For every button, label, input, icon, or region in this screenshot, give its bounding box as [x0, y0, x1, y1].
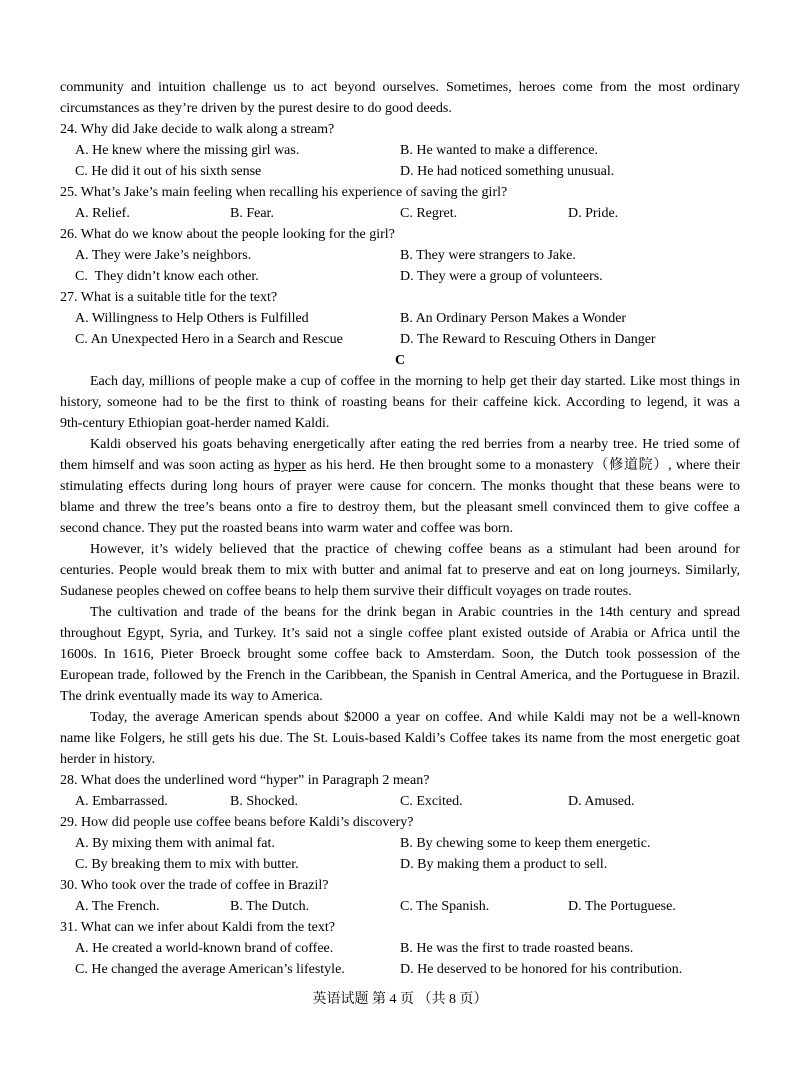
option-d: D. Amused. — [568, 794, 635, 809]
paragraph-line: stimulating effects during long hours of prayer were cause for concern. The monks thought that these beans were to — [60, 479, 740, 494]
question-25 — [60, 182, 740, 224]
paragraph-5 — [60, 707, 740, 770]
paragraph-line: The drink eventually made its way to America. — [60, 689, 323, 704]
question-stem: 25. What’s Jake’s main feeling when recalling his experience of saving the girl? — [60, 185, 508, 200]
option-c: C. Excited. — [400, 794, 463, 809]
question-stem: 29. How did people use coffee beans before Kaldi’s discovery? — [60, 815, 414, 830]
option-row — [60, 791, 740, 812]
paragraph-line — [60, 455, 740, 476]
question-26 — [60, 224, 740, 287]
option-c: C. He changed the average American’s lifestyle. — [75, 962, 345, 977]
option-a: A. Embarrassed. — [75, 794, 168, 809]
option-a: A. Willingness to Help Others is Fulfilled — [75, 311, 309, 326]
question-28 — [60, 770, 740, 812]
paragraph-line: 9th-century Ethiopian goat-herder named Kaldi. — [60, 416, 330, 431]
option-b: B. Shocked. — [230, 794, 299, 809]
question-stem: 27. What is a suitable title for the text? — [60, 290, 278, 305]
option-row — [60, 140, 740, 161]
paragraph-line: name like Folgers, he still gets his due. The St. Louis-based Kaldi’s Coffee takes its name from the most energetic goat — [60, 731, 740, 746]
line-text: them himself and was soon acting as — [60, 458, 275, 473]
option-row — [60, 329, 740, 350]
question-stem: 30. Who took over the trade of coffee in Brazil? — [60, 878, 329, 893]
question-stem: 28. What does the underlined word “hyper” in Paragraph 2 mean? — [60, 773, 430, 788]
option-c: C. Regret. — [400, 206, 458, 221]
option-c: C. He did it out of his sixth sense — [75, 164, 262, 179]
question-24 — [60, 119, 740, 182]
option-row — [60, 203, 740, 224]
option-row — [60, 161, 740, 182]
question-29 — [60, 812, 740, 875]
paragraph-line: Sudanese peoples chewed on coffee beans to help them survive their difficult voyages on trade routes. — [60, 584, 632, 599]
page-footer: 英语试题 第 4 页 （共 8 页） — [312, 992, 488, 1007]
option-a: A. Relief. — [75, 206, 130, 221]
option-d: D. He had noticed something unusual. — [400, 164, 615, 179]
question-stem: 26. What do we know about the people looking for the girl? — [60, 227, 395, 242]
paragraph-line: herder in history. — [60, 752, 156, 767]
option-b: B. He was the first to trade roasted beans. — [400, 941, 634, 956]
paragraph-line: European trade, followed by the French in the Caribbean, the Spanish in Central America, and the Portuguese in Brazil. — [60, 668, 740, 683]
option-c: C. By breaking them to mix with butter. — [75, 857, 299, 872]
option-c: C. The Spanish. — [400, 899, 490, 914]
question-30 — [60, 875, 740, 917]
paragraph-line: However, it’s widely believed that the practice of chewing coffee beans as a stimulant had been around for — [90, 542, 740, 557]
paragraph-1 — [60, 371, 740, 434]
option-row — [60, 308, 740, 329]
option-a: A. By mixing them with animal fat. — [75, 836, 275, 851]
option-row — [60, 854, 740, 875]
question-stem: 31. What can we infer about Kaldi from the text? — [60, 920, 335, 935]
underlined-word: hyper — [274, 458, 306, 473]
paragraph-line: 1600s. In 1616, Pieter Broeck brought some coffee back to Amsterdam. Soon, the Dutch took possession of the — [60, 647, 740, 662]
line-text: as his herd. He then brought some to a monastery（修道院）, where their — [305, 458, 740, 473]
option-d: D. Pride. — [568, 206, 619, 221]
paragraph-4 — [60, 602, 740, 707]
paragraph-2 — [60, 434, 740, 539]
question-stem: 24. Why did Jake decide to walk along a stream? — [60, 122, 335, 137]
option-a: A. They were Jake’s neighbors. — [75, 248, 252, 263]
option-b: B. The Dutch. — [230, 899, 310, 914]
paragraph-3 — [60, 539, 740, 602]
option-row — [60, 245, 740, 266]
option-a: A. He knew where the missing girl was. — [75, 143, 300, 158]
option-d: D. They were a group of volunteers. — [400, 269, 603, 284]
option-b: B. Fear. — [230, 206, 274, 221]
option-d: D. The Portuguese. — [568, 899, 676, 914]
question-31 — [60, 917, 740, 980]
option-a: A. He created a world-known brand of coffee. — [75, 941, 334, 956]
section-heading: C — [394, 353, 406, 368]
option-d: D. By making them a product to sell. — [400, 857, 608, 872]
paragraph-line: The cultivation and trade of the beans for the drink began in Arabic countries in the 14th century and spread — [90, 605, 740, 620]
option-a: A. The French. — [75, 899, 160, 914]
paragraph-line: history, someone had to be the first to think of roasting beans for their caffeine kick. According to legend, it was a — [60, 395, 740, 410]
paragraph-line: Each day, millions of people make a cup of coffee in the morning to help get their day started. Like most things in — [90, 374, 740, 389]
option-b: B. An Ordinary Person Makes a Wonder — [400, 311, 627, 326]
option-c: C. An Unexpected Hero in a Search and Rescue — [75, 332, 343, 347]
paragraph-line: centuries. People would break them to mix with butter and animal fat to preserve and eat on long journeys. Similarly, — [60, 563, 740, 578]
paragraph-line: throughout Egypt, Syria, and Turkey. It’s said not a single coffee plant existed outside of Arabia or Africa until the — [60, 626, 740, 641]
option-b: B. They were strangers to Jake. — [400, 248, 576, 263]
passage-b-ending — [60, 77, 740, 119]
passage-line: community and intuition challenge us to act beyond ourselves. Sometimes, heroes come from the most ordinary — [60, 80, 740, 95]
option-row — [60, 833, 740, 854]
paragraph-line: Today, the average American spends about $2000 a year on coffee. And while Kaldi may not be a well-known — [90, 710, 740, 725]
page-content — [60, 77, 740, 980]
paragraph-line: Kaldi observed his goats behaving energetically after eating the red berries from a nearby tree. He tried some of — [90, 437, 740, 452]
passage-line: circumstances as they’re driven by the purest desire to do good deeds. — [60, 101, 452, 116]
question-27 — [60, 287, 740, 350]
option-row — [60, 896, 740, 917]
option-row — [60, 959, 740, 980]
option-c: C. They didn’t know each other. — [75, 269, 259, 284]
paragraph-line: second chance. They put the roasted beans into warm water and coffee was born. — [60, 521, 514, 536]
option-d: D. He deserved to be honored for his contribution. — [400, 962, 683, 977]
option-b: B. He wanted to make a difference. — [400, 143, 598, 158]
paragraph-line: blame and threw the tree’s beans onto a fire to destroy them, but the pleasant smell convinced them to give coffee a — [60, 500, 740, 515]
option-row — [60, 938, 740, 959]
option-d: D. The Reward to Rescuing Others in Danger — [400, 332, 656, 347]
option-row — [60, 266, 740, 287]
option-b: B. By chewing some to keep them energetic. — [400, 836, 651, 851]
